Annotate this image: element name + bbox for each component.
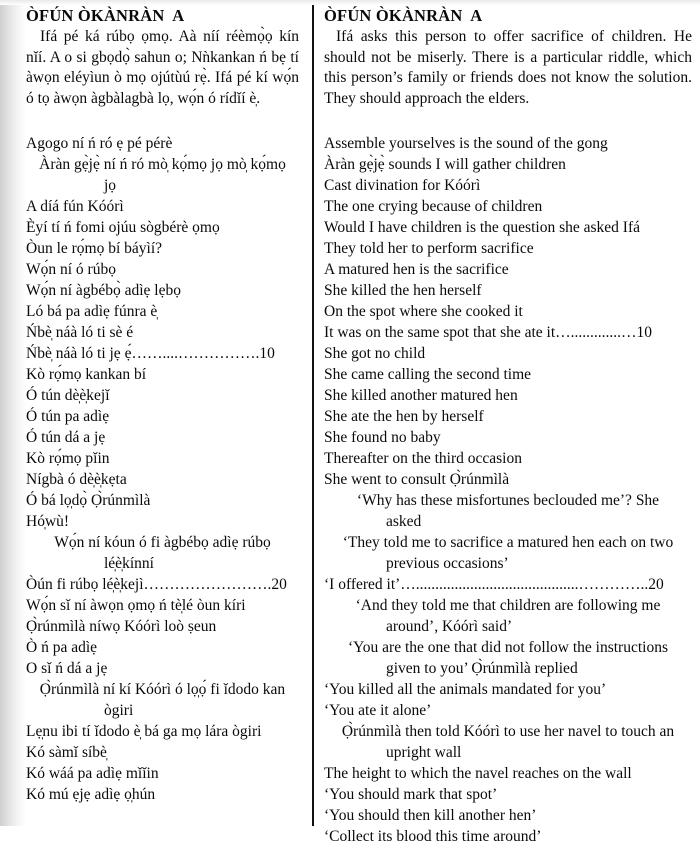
verse-line: Hó̩wù! (26, 513, 70, 531)
verse-line: ‘Collect its blood this time around’ (324, 828, 542, 846)
verse-line: She killed another matured hen (324, 387, 518, 405)
odu-title-yoruba: ÒFÚN ÒKÀNRÀN A (26, 6, 185, 25)
verse-line: Òún fi rúbọ lé̩è̩kejì…………………….20 (26, 576, 287, 594)
verse-line: Òun le rọ́mọ bí báyìí? (26, 240, 163, 258)
verse-line: Ńbè̩ náà ló ti sè é (26, 324, 134, 342)
verse-line: Wọ́n sǐ ní àwọn ọmọ ń tè̩lé òun kíri (26, 597, 246, 615)
verse-line: Kó wáá pa adìẹ mǐǐin (26, 765, 159, 783)
verse-line: Ló bá pa adìẹ fúnra è̩ (26, 303, 158, 321)
verse-line: She got no child (324, 345, 426, 363)
verse-line: Ọ̀rúnmìlà then told Kóórì to use her navel to touch an (341, 723, 675, 741)
verse-line: Ńbè̩ náà ló ti jẹ ẹ́……....…………….10 (26, 345, 275, 363)
verse-line: Nígbà ó dè̩è̩kẹta (26, 471, 127, 489)
verse-line: Kò rọ́mọ pǐin (26, 450, 110, 468)
verse-line: The height to which the navel reaches on the wall (324, 765, 632, 783)
verse-line: Kó mú ẹjẹ adìẹ ọ̩hún (26, 786, 156, 804)
verse-line: Wọ́n ní ó rúbọ (26, 261, 116, 279)
verse-line: Lẹ̩nu ibi tí ǐdodo è̩ bá ga mọ lára ògiri (26, 723, 262, 741)
verse-line-continuation: given to you’ Ọ̀rúnmìlà replied (386, 660, 578, 678)
column-english (313, 0, 700, 846)
verse-line: She killed the hen herself (324, 282, 482, 300)
verse-line: She came calling the second time (324, 366, 532, 384)
verse-line: ‘You should then kill another hen’ (324, 807, 537, 825)
verse-line-continuation: ògiri (104, 702, 134, 720)
verse-line: Àràn gẹ̀jẹ̀ sounds I will gather children (324, 156, 566, 174)
verse-line: Ó bá lọ̩dọ̀ Ọ̀rúnmìlà (26, 492, 151, 510)
verse-line: O sǐ ń dá a jẹ (26, 660, 108, 678)
verse-line: Assemble yourselves is the sound of the gong (324, 135, 608, 153)
verse-line: ‘They told me to sacrifice a matured hen each on two (342, 534, 674, 552)
verse-line: They told her to perform sacrifice (324, 240, 534, 258)
verse-line: ‘You are the one that did not follow the instructions (347, 639, 668, 657)
verse-line: ‘Why has these misfortunes beclouded me’? She (356, 492, 660, 510)
verse-line: Ó tún dá a jẹ (26, 429, 106, 447)
column-yoruba (0, 0, 313, 826)
verse-line: Ò ń pa adìẹ (26, 639, 98, 657)
verse-line: Wọ́n ní àgbébọ̀ adìẹ lẹbọ (26, 282, 181, 300)
odu-title-english: ÒFÚN ÒKÀNRÀN A (324, 6, 483, 25)
verse-line-continuation: jọ (104, 177, 117, 195)
verse-line: It was on the same spot that she ate it….............…10 (324, 324, 653, 342)
verse-line: Cast divination for Kóórì (324, 177, 481, 195)
verse-line: ‘You should mark that spot’ (324, 786, 498, 804)
verse-lines-english (324, 133, 692, 847)
verse-line-continuation: asked (386, 513, 422, 531)
verse-lines-yoruba (26, 133, 299, 805)
verse-line: A díá fún Kóórì (26, 198, 124, 216)
verse-line: Agogo ní ń ró ẹ pé pérè (26, 135, 173, 153)
verse-line: Wọ́n ní kóun ó fi àgbébọ adìẹ rúbọ (54, 534, 271, 552)
verse-line-continuation: previous occasions’ (386, 555, 509, 573)
verse-line: Kò rọ́mọ kankan bí (26, 366, 147, 384)
verse-line: On the spot where she cooked it (324, 303, 523, 321)
intro-paragraph-english: Ifá asks this person to offer sacrifice of children. He should not be miserly. There is a particular riddle, which this person’s family or friends does not know the solution. They should approach the elders. (324, 28, 692, 107)
verse-line-continuation: lé̩è̩kínní (104, 555, 154, 573)
verse-line: ‘You killed all the animals mandated for you’ (324, 681, 607, 699)
intro-paragraph-yoruba: Ifá pé ká rúbọ ọmọ. Aà níí réèmọ̀ọ kín nǐí. A o si gbọdọ̀ sahun o; Nǹkankan ń bẹ tí àwọn eléyìun ò mọ ojútùú rẹ̀. Ifá pé kí wọ́n ó tọ àwọn àgbàlagbà lọ, wọ́n ó rídǐí è̩. (26, 28, 299, 107)
verse-line: She ate the hen by herself (324, 408, 484, 426)
verse-line: She found no baby (324, 429, 441, 447)
verse-line: Ọ̀rúnmìlà níwọ Kóórì loò ṣeun (26, 618, 217, 636)
verse-line: ‘You ate it alone’ (324, 702, 432, 720)
verse-line: Would I have children is the question she asked Ifá (324, 219, 640, 237)
verse-line: Kó sàmǐ síbè̩ (26, 744, 107, 762)
verse-line: Ọ̀rúnmìlà ní kí Kóórì ó lọ̩ọ́ fi ǐdodo kan (39, 681, 286, 699)
verse-line: Ó tún dè̩è̩kejǐ (26, 387, 110, 405)
verse-line-continuation: upright wall (386, 744, 462, 762)
column-divider (312, 0, 314, 826)
verse-line: Thereafter on the third occasion (324, 450, 522, 468)
verse-line: The one crying because of children (324, 198, 543, 216)
verse-line: ‘I offered it’…..........................................…………..20 (324, 576, 664, 594)
verse-line: A matured hen is the sacrifice (324, 261, 509, 279)
verse-line: ‘And they told me that children are following me (355, 597, 661, 615)
verse-line: She went to consult Ọ̀rúnmìlà (324, 471, 510, 489)
verse-line: Àràn gẹ̀jẹ̀ ní ń ró mò̩ kọ́mọ jọ mò̩ kọ́mọ (39, 156, 286, 174)
verse-line: Ó tún pa adìẹ (26, 408, 110, 426)
verse-line: Èyí tí ń fomi ojúu sògbérè ọmọ (26, 219, 220, 237)
verse-line-continuation: around’, Kóórì said’ (386, 618, 513, 636)
